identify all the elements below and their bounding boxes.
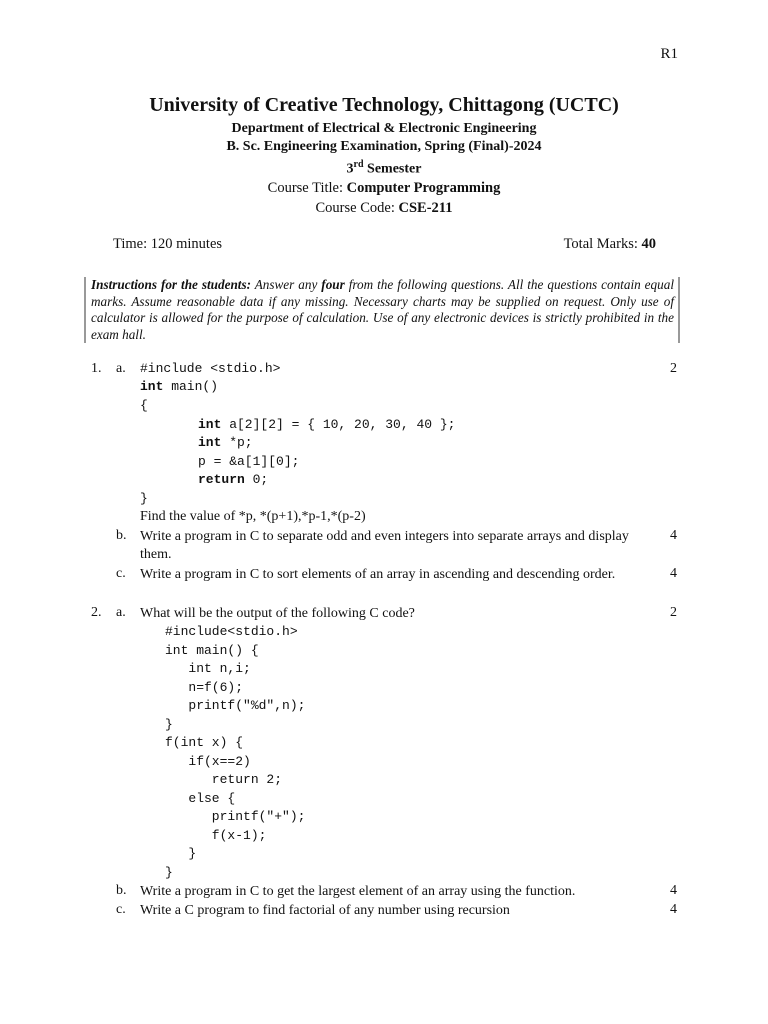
q2-a-text: What will be the output of the following C code?	[140, 606, 415, 621]
q2-code-line-6: }	[165, 716, 173, 732]
course-title-value: Computer Programming	[346, 180, 501, 196]
exam-name: B. Sc. Engineering Examination, Spring (Final)-2024	[226, 139, 542, 154]
total-marks-label: Total Marks:	[563, 236, 642, 252]
q2-code-line-7: f(int x) {	[165, 735, 244, 750]
instructions-part2: from the following questions. All the questions contain equal marks. Assume reasonable data if any missing. Necessary charts may be supplied on request. Only use of calculator is allowed for the purpose of calculation. Use of any electronic devices is strictly prohibited in the exam hall.	[91, 277, 674, 342]
q2-c-text: Write a C program to find factorial of any number using recursion	[140, 903, 510, 918]
code-keyword: int	[140, 379, 164, 394]
code-rest: main()	[163, 379, 219, 394]
code-keyword: int	[198, 417, 222, 432]
q2-code-line-5: printf("%d",n);	[165, 698, 306, 713]
q1-b-marks: 4	[670, 528, 677, 543]
q1-c-text: Write a program in C to sort elements of an array in ascending and descending order.	[140, 567, 616, 582]
q2-code-block	[165, 623, 305, 882]
code-rest: a[2][2] = { 10, 20, 30, 40 };	[221, 417, 456, 432]
q1-code-line-5	[198, 434, 253, 453]
q1-code-line-2	[140, 378, 218, 397]
total-marks	[564, 236, 656, 253]
q2-code-line-8: if(x==2)	[165, 753, 251, 769]
course-title-label: Course Title:	[267, 180, 347, 196]
page-ref: R1	[660, 46, 678, 62]
department: Department of Electrical & Electronic Engineering	[231, 121, 537, 136]
code-rest: *p;	[221, 435, 253, 450]
q2-code-line-2: int main() {	[165, 642, 259, 658]
q2-code-line-1: #include<stdio.h>	[165, 624, 298, 639]
q2-code-line-12: f(x-1);	[165, 827, 267, 843]
q2-code-line-4: n=f(6);	[165, 679, 244, 695]
course-code-label: Course Code:	[315, 200, 399, 216]
university-title: University of Creative Technology, Chittagong (UCTC)	[149, 94, 619, 116]
course-title	[0, 180, 768, 197]
instructions-part1: Answer any	[250, 277, 322, 292]
q2-c-marks: 4	[670, 902, 677, 917]
code-keyword: return	[198, 472, 245, 487]
q2-code-line-9: return 2;	[165, 772, 283, 787]
q1-a-label: a.	[116, 361, 126, 376]
q1-code-line-1: #include <stdio.h>	[140, 361, 281, 376]
q2-b-marks: 4	[670, 883, 677, 898]
q2-c-label: c.	[116, 902, 126, 917]
q1-a-marks: 2	[670, 361, 677, 376]
code-keyword: int	[198, 435, 222, 450]
q2-code-line-10: else {	[165, 790, 236, 806]
q1-b-label: b.	[116, 528, 127, 543]
q1-a-question: Find the value of *p, *(p+1),*p-1,*(p-2)	[140, 509, 366, 524]
semester	[0, 159, 768, 178]
course-code-value: CSE-211	[398, 200, 453, 216]
instructions-box	[84, 277, 680, 343]
semester-suffix: rd	[353, 159, 364, 170]
q2-code-line-13: }	[165, 846, 197, 861]
q1-c-marks: 4	[670, 566, 677, 581]
instructions-lead: Instructions for the students:	[91, 277, 251, 292]
q1-number: 1.	[91, 361, 102, 376]
q2-number: 2.	[91, 605, 102, 620]
q1-code-line-7	[198, 471, 268, 490]
q1-code-line-8: }	[140, 491, 148, 506]
q2-a-marks: 2	[670, 605, 677, 620]
q2-code-line-3: int n,i;	[165, 661, 251, 676]
q2-code-line-14: }	[165, 864, 173, 880]
q2-b-label: b.	[116, 883, 127, 898]
q1-c-label: c.	[116, 566, 126, 581]
q1-code-line-4	[198, 416, 455, 435]
q1-b-text: Write a program in C to separate odd and even integers into separate arrays and display them.	[140, 529, 629, 562]
semester-word: Semester	[363, 161, 422, 177]
semester-number: 3	[346, 161, 354, 177]
q2-b-text: Write a program in C to get the largest element of an array using the function.	[140, 884, 576, 899]
course-code	[0, 200, 768, 217]
q2-a-label: a.	[116, 605, 126, 620]
q1-code-line-3: {	[140, 398, 148, 413]
q1-code-line-6: p = &a[1][0];	[198, 454, 300, 469]
instructions-emph: four	[321, 277, 345, 292]
q2-code-line-11: printf("+");	[165, 809, 306, 824]
code-rest: 0;	[244, 472, 269, 487]
total-marks-value: 40	[641, 236, 656, 252]
exam-time: Time: 120 minutes	[113, 236, 223, 252]
